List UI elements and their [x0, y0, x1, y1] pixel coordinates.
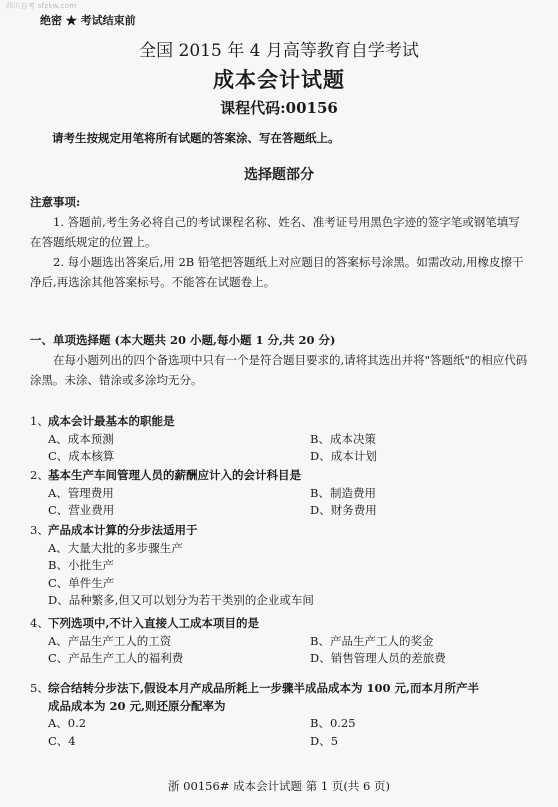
question-stem: 基本生产车间管理人员的薪酬应计入的会计科目是	[48, 468, 301, 482]
option-b: B、成本决策	[310, 431, 376, 446]
question-stem-continued: 成品成本为 20 元,则还原分配率为	[48, 698, 226, 713]
question-5	[30, 680, 530, 750]
option-c: C、产品生产工人的福利费	[48, 651, 184, 665]
watermark: 四川自考 sfzkw.com	[6, 2, 77, 10]
section-title: 选择题部分	[244, 167, 314, 183]
option-d: D、财务费用	[310, 503, 377, 517]
question-stem: 综合结转分步法下,假设本月产成品所耗上一步骤半成品成本为 100 元,而本月所产半	[48, 681, 480, 695]
option-b: B、制造费用	[310, 485, 376, 500]
page-footer: 浙 00156# 成本会计试题 第 1 页(共 6 页)	[168, 779, 390, 793]
option-d: D、销售管理人员的差旅费	[310, 651, 446, 665]
question-stem: 产品成本计算的分步法适用于	[48, 523, 198, 537]
notes-heading: 注意事项:	[30, 195, 81, 209]
question-4	[30, 615, 530, 668]
question-number: 4、	[30, 616, 49, 630]
question-number: 2、	[30, 468, 49, 482]
option-c: C、4	[48, 733, 76, 748]
option-c: C、单件生产	[48, 575, 115, 590]
exam-title: 全国 2015 年 4 月高等教育自学考试	[139, 41, 419, 61]
question-2	[30, 467, 530, 520]
option-c: C、营业费用	[48, 503, 115, 517]
question-stem: 下列选项中,不计入直接人工成本项目的是	[48, 616, 260, 630]
option-d: D、成本计划	[310, 449, 377, 463]
part-one-description: 在每小题列出的四个备选项中只有一个是符合题目要求的,请将其选出并将"答题纸"的相应代码涂黑。未涂、错涂或多涂均无分。	[30, 353, 528, 387]
part-one-title: 一、单项选择题 (本大题共 20 小题,每小题 1 分,共 20 分)	[30, 333, 336, 347]
subject-title: 成本会计试题	[213, 67, 345, 92]
option-d: D、5	[310, 733, 339, 748]
option-a: A、管理费用	[48, 485, 114, 500]
option-a: A、大量大批的多步骤生产	[48, 540, 183, 555]
confidentiality-label: 绝密 ★ 考试结束前	[40, 14, 136, 27]
option-a: A、成本预测	[48, 431, 114, 446]
note-item: 2. 每小题选出答案后,用 2B 铅笔把答题纸上对应题目的答案标号涂黑。如需改动,用橡皮擦干净后,再选涂其他答案标号。不能答在试题卷上。	[30, 255, 524, 289]
part-one-block	[30, 330, 530, 390]
option-b: B、产品生产工人的奖金	[310, 633, 434, 648]
option-d: D、品种繁多,但又可以划分为若干类别的企业或车间	[48, 593, 314, 607]
option-b: B、小批生产	[48, 558, 114, 572]
question-stem: 成本会计最基本的职能是	[48, 414, 175, 428]
note-item: 1. 答题前,考生务必将自己的考试课程名称、姓名、准考证号用黑色字迹的签字笔或钢笔填写在答题纸规定的位置上。	[30, 215, 520, 249]
question-3	[30, 522, 530, 610]
notes-block	[30, 192, 530, 292]
question-1	[30, 413, 530, 466]
option-b: B、0.25	[310, 716, 356, 730]
question-number: 3、	[30, 523, 49, 537]
option-a: A、0.2	[48, 716, 87, 730]
option-c: C、成本核算	[48, 449, 115, 463]
course-code: 课程代码:00156	[220, 99, 338, 117]
question-number: 5、	[30, 681, 49, 695]
option-a: A、产品生产工人的工资	[48, 633, 172, 648]
instruction-text: 请考生按规定用笔将所有试题的答案涂、写在答题纸上。	[52, 131, 340, 145]
question-number: 1、	[30, 414, 49, 428]
